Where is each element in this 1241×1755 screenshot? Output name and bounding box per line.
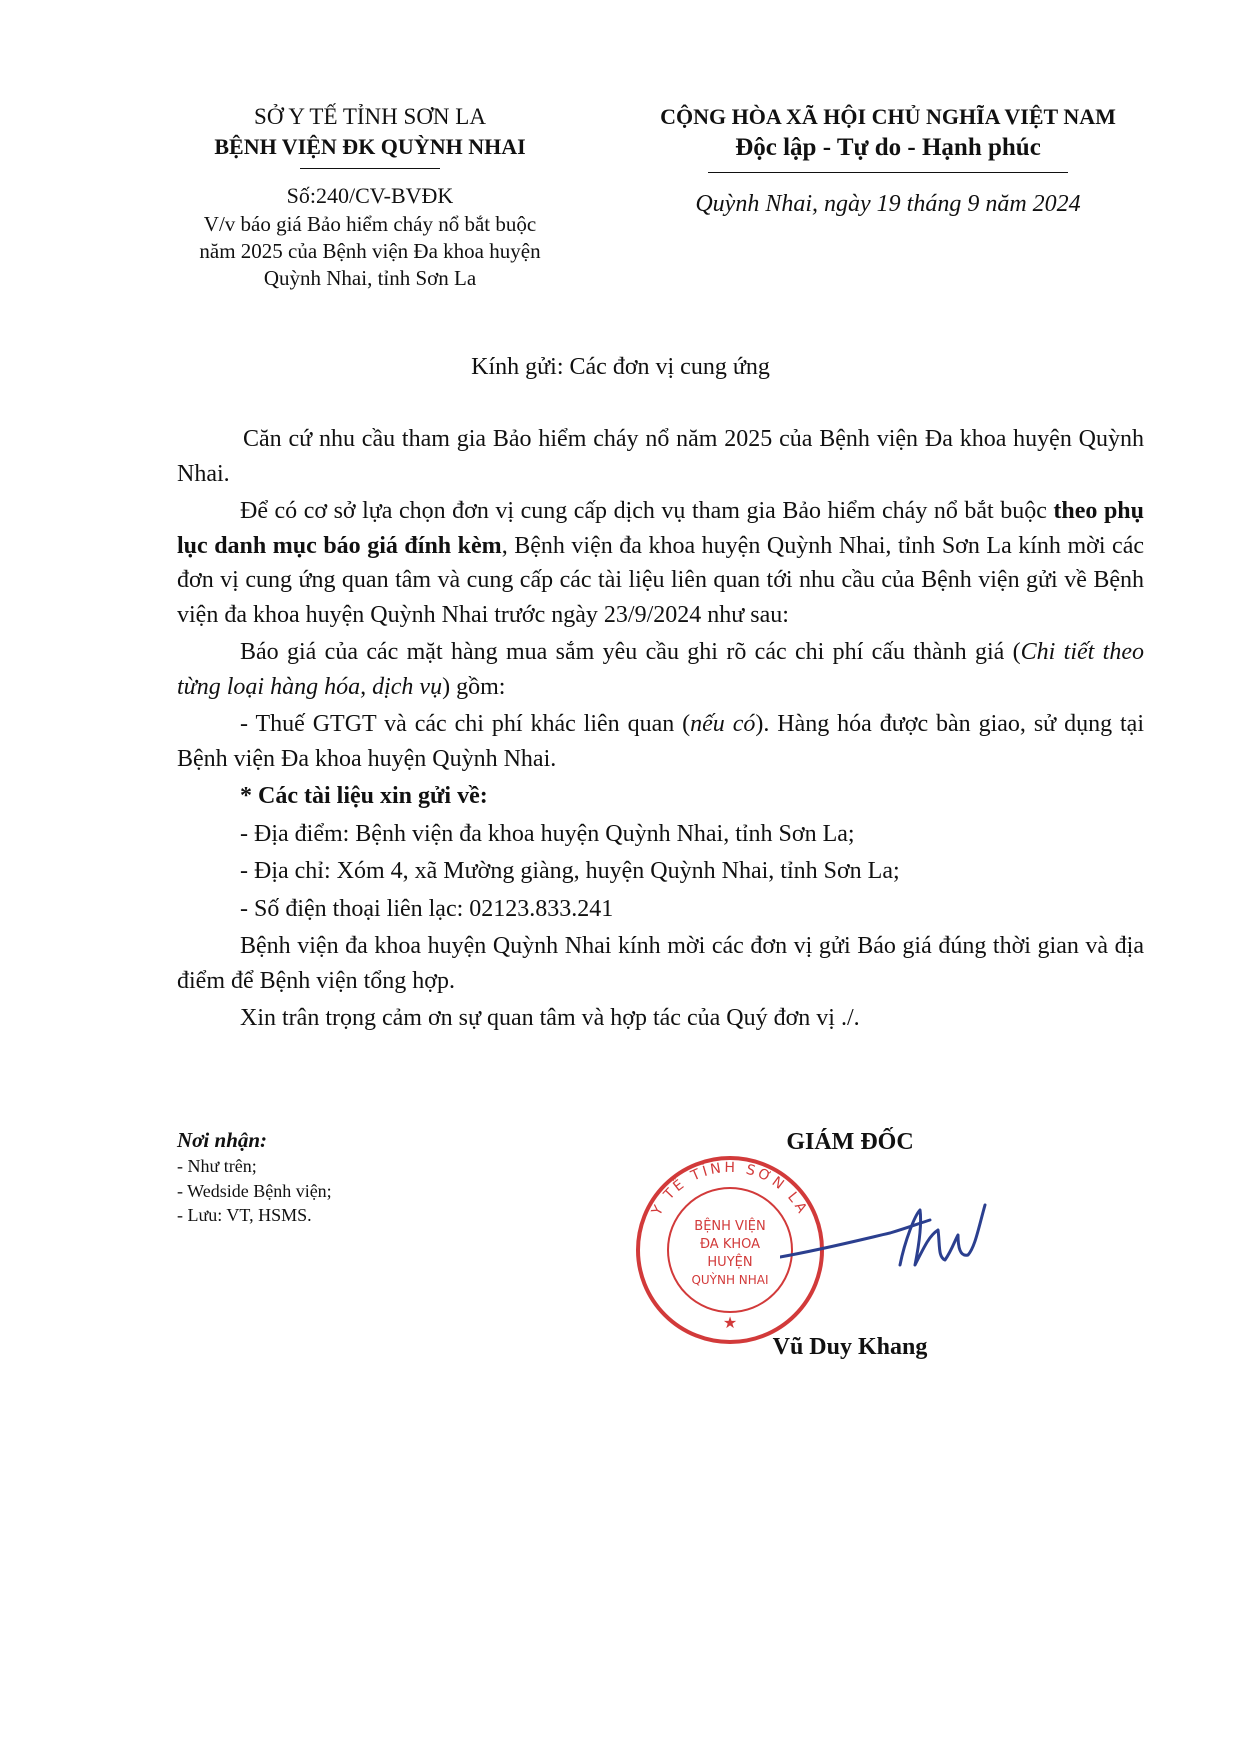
subject-line-2: năm 2025 của Bệnh viện Đa khoa huyện xyxy=(199,239,541,263)
recipient-item: - Wedside Bệnh viện; xyxy=(177,1180,332,1201)
paragraph-closing-request: Bệnh viện đa khoa huyện Quỳnh Nhai kính mời các đơn vị gửi Báo giá đúng thời gian và địa điểm để Bệnh viện tổng hợp. xyxy=(177,933,1144,994)
paragraph-quote-requirements xyxy=(177,635,1144,704)
seal-text-line-1: BỆNH VIỆN xyxy=(694,1219,766,1234)
attachment-reference: theo phụ lục danh mục báo giá đính kèm xyxy=(177,498,1144,559)
contact-phone: - Số điện thoại liên lạc: 02123.833.241 xyxy=(240,895,614,922)
seal-text-line-3: HUYỆN xyxy=(707,1255,753,1270)
motto-divider xyxy=(708,172,1068,173)
documents-heading-text: * Các tài liệu xin gửi về: xyxy=(240,783,488,809)
signer-title: GIÁM ĐỐC xyxy=(786,1129,914,1155)
paragraph-thanks: Xin trân trọng cảm ơn sự quan tâm và hợp tác của Quý đơn vị ./. xyxy=(240,1005,860,1031)
recipient-item: - Như trên; xyxy=(177,1156,257,1176)
vat-part-2: ). Hàng hóa được bàn giao, sử dụng tại Bệnh viện Đa khoa huyện Quỳnh Nhai. xyxy=(177,711,1144,772)
paragraph-invitation-part-1: Để có cơ sở lựa chọn đơn vị cung cấp dịch vụ tham gia Bảo hiểm cháy nổ bắt buộc xyxy=(240,498,1054,524)
subject-line-3: Quỳnh Nhai, tỉnh Sơn La xyxy=(263,266,477,290)
seal-star-icon: ★ xyxy=(722,1313,738,1332)
documents-heading xyxy=(177,779,1144,814)
delivery-address: - Địa chỉ: Xóm 4, xã Mường giàng, huyện Quỳnh Nhai, tỉnh Sơn La; xyxy=(240,858,900,884)
vat-if-any: nếu có xyxy=(690,711,756,737)
handwritten-signature xyxy=(780,1195,1000,1295)
signer-name: Vũ Duy Khang xyxy=(772,1334,928,1360)
national-motto: Độc lập - Tự do - Hạnh phúc xyxy=(735,134,1041,161)
letter-body xyxy=(177,422,1144,1039)
quote-requirements-part-2: ) gồm: xyxy=(442,673,506,700)
recipients-block xyxy=(177,1127,577,1228)
paragraph-basis: Căn cứ nhu cầu tham gia Bảo hiểm cháy nổ năm 2025 của Bệnh viện Đa khoa huyện Quỳnh Nhai. xyxy=(177,426,1144,487)
agency-name: SỞ Y TẾ TỈNH SƠN LA xyxy=(254,104,486,129)
recipients-heading: Nơi nhận: xyxy=(177,1128,268,1152)
paragraph-invitation-part-2: , Bệnh viện đa khoa huyện Quỳnh Nhai, tỉnh Sơn La kính mời các đơn vị cung ứng quan tâm và cung cấp các tài liệu liên quan tới nhu cầu của Bệnh viện gửi về Bệnh viện đa khoa huyện Quỳnh Nhai trước ngày 23/9/2024 như sau: xyxy=(177,532,1145,628)
salutation: Kính gửi: Các đơn vị cung ứng xyxy=(471,354,770,380)
quote-requirements-detail: Chi tiết theo từng loại hàng hóa, dịch vụ xyxy=(177,639,1144,700)
seal-text-line-2: ĐA KHOA xyxy=(699,1237,761,1252)
delivery-location: - Địa điểm: Bệnh viện đa khoa huyện Quỳnh Nhai, tỉnh Sơn La; xyxy=(240,820,855,847)
issuer-header xyxy=(160,102,580,292)
quote-requirements-part-1: Báo giá của các mặt hàng mua sắm yêu cầu ghi rõ các chi phí cấu thành giá ( xyxy=(240,639,1021,665)
vat-part-1: - Thuế GTGT và các chi phí khác liên quan ( xyxy=(240,711,691,737)
seal-text-line-4: QUỲNH NHAI xyxy=(691,1273,769,1287)
subject-line-1: V/v báo giá Bảo hiểm cháy nổ bắt buộc xyxy=(203,212,537,236)
issue-date: Quỳnh Nhai, ngày 19 tháng 9 năm 2024 xyxy=(695,191,1081,217)
header-divider xyxy=(300,168,440,169)
paragraph-invitation xyxy=(177,494,1144,632)
recipient-item: - Lưu: VT, HSMS. xyxy=(177,1205,312,1225)
nation-title: CỘNG HÒA XÃ HỘI CHỦ NGHĨA VIỆT NAM xyxy=(660,104,1116,129)
document-number: Số:240/CV-BVĐK xyxy=(286,183,454,208)
hospital-name: BỆNH VIỆN ĐK QUỲNH NHAI xyxy=(214,134,526,159)
paragraph-vat xyxy=(177,707,1144,776)
seal-ring-text: Y TẾ TỈNH SƠN LA xyxy=(648,1159,812,1219)
national-header xyxy=(618,102,1158,219)
